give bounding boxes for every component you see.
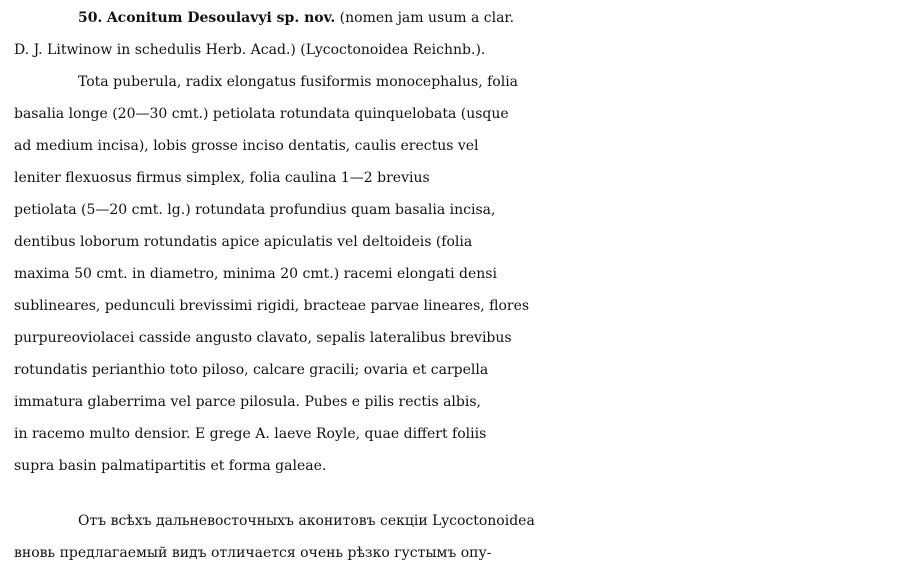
text-line-15: Отъ всѣхъ дальневосточныхъ аконитовъ секціи Lycoctonoidea [78, 513, 535, 529]
text-line-13: in racemo multo densior. E grege A. laeve Royle, quae differt foliis [14, 426, 487, 442]
text-line-1: D. J. Litwinow in schedulis Herb. Acad.) (Lycoctonoidea Reichnb.). [14, 42, 486, 58]
species-number: 50. [78, 10, 103, 26]
text-line-5: leniter flexuosus firmus simplex, folia caulina 1—2 brevius [14, 170, 430, 186]
text-line-6: petiolata (5—20 cmt. lg.) rotundata profundius quam basalia incisa, [14, 202, 496, 218]
text-line-14: supra basin palmatipartitis et forma galeae. [14, 458, 327, 474]
text-line-3: basalia longe (20—30 cmt.) petiolata rotundata quinquelobata (usque [14, 106, 509, 122]
species-name: Aconitum Desoulavyi sp. nov. [106, 10, 336, 26]
text-line-8: maxima 50 cmt. in diametro, minima 20 cmt.) racemi elongati densi [14, 266, 497, 282]
text-line-7: dentibus loborum rotundatis apice apiculatis vel deltoideis (folia [14, 234, 473, 250]
heading-line [0, 2, 900, 34]
text-line-4: ad medium incisa), lobis grosse inciso dentatis, caulis erectus vel [14, 138, 479, 154]
text-line-12: immatura glaberrima vel parce pilosula. Pubes e pilis rectis albis, [14, 394, 481, 410]
text-line-2: Tota puberula, radix elongatus fusiformis monocephalus, folia [78, 74, 519, 90]
text-line-9: sublineares, pedunculi brevissimi rigidi, bracteae parvae lineares, flores [14, 298, 530, 314]
heading-rest: (nomen jam usum a clar. [339, 10, 515, 26]
text-line-10: purpureoviolacei casside angusto clavato, sepalis lateralibus brevibus [14, 330, 512, 346]
text-line-16: вновь предлагаемый видъ отличается очень рѣзко густымъ опу- [14, 545, 492, 561]
text-line-11: rotundatis perianthio toto piloso, calcare gracili; ovaria et carpella [14, 362, 489, 378]
